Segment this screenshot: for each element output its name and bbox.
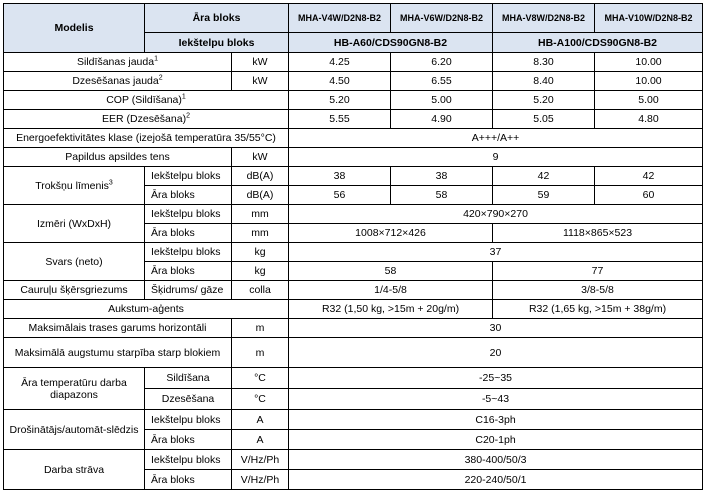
row-label: Darba strāva [4,450,145,490]
value-cell: 20 [289,338,703,368]
outdoor-model: MHA-V6W/D2N8-B2 [391,4,493,33]
value-cell: 37 [289,243,703,262]
unit-cell: kW [232,148,289,167]
unit-cell: V/Hz/Ph [232,470,289,490]
table-row [4,368,703,389]
unit-cell: °C [232,389,289,410]
value-cell: 42 [595,167,703,186]
header-iekstelpu-bloks: Iekštelpu bloks [145,33,289,53]
unit-cell: kg [232,243,289,262]
value-cell: 4.50 [289,72,391,91]
unit-cell: V/Hz/Ph [232,450,289,470]
sub-label: Sildīšana [145,368,232,389]
unit-cell: kW [232,53,289,72]
value-cell: 77 [493,262,703,281]
table-row [4,91,703,110]
value-cell: 5.20 [493,91,595,110]
value-cell: 59 [493,186,595,205]
value-cell: 10.00 [595,53,703,72]
value-cell: 4.80 [595,110,703,129]
table-row [4,72,703,91]
row-label: Papildus apsildes tens [4,148,232,167]
sub-label: Āra bloks [145,430,232,450]
header-modelis: Modelis [4,4,145,53]
sub-label: Iekštelpu bloks [145,410,232,430]
value-cell: 6.55 [391,72,493,91]
specification-table [3,3,703,490]
row-label: COP (Sildīšana)$^1$ [4,91,289,110]
row-label: EER (Dzesēšana)$^2$ [4,110,289,129]
row-label: Aukstum-aģents [4,300,289,319]
unit-cell: °C [232,368,289,389]
sub-label: Šķidrums/ gāze [145,281,232,300]
value-cell: 38 [391,167,493,186]
row-label: Energoefektivitātes klase (izejošā temperatūra 35/55°C) [4,129,289,148]
value-cell: 30 [289,319,703,338]
table-row [4,110,703,129]
value-cell: C20-1ph [289,430,703,450]
unit-cell: A [232,410,289,430]
value-cell: 5.05 [493,110,595,129]
table-row [4,410,703,430]
table-row [4,167,703,186]
value-cell: 5.00 [595,91,703,110]
row-label: Maksimālais trases garums horizontāli [4,319,232,338]
row-label: Dzesēšanas jauda$^2$ [4,72,232,91]
table-row [4,450,703,470]
sub-label: Iekštelpu bloks [145,450,232,470]
value-cell: 4.25 [289,53,391,72]
value-cell: 38 [289,167,391,186]
sub-label: Āra bloks [145,224,232,243]
table-row [4,129,703,148]
row-label: Drošinātājs/automāt-slēdzis [4,410,145,450]
value-cell: 5.20 [289,91,391,110]
indoor-model: HB-A100/CDS90GN8-B2 [493,33,703,53]
sub-label: Iekštelpu bloks [145,205,232,224]
value-cell: 42 [493,167,595,186]
indoor-model: HB-A60/CDS90GN8-B2 [289,33,493,53]
value-cell: R32 (1,50 kg, >15m + 20g/m) [289,300,493,319]
value-cell: 60 [595,186,703,205]
unit-cell: mm [232,224,289,243]
value-cell: C16-3ph [289,410,703,430]
value-cell: 56 [289,186,391,205]
table-row [4,281,703,300]
table-row [4,319,703,338]
table-row [4,148,703,167]
value-cell: -25~35 [289,368,703,389]
value-cell: 1/4-5/8 [289,281,493,300]
row-label: Izmēri (WxDxH) [4,205,145,243]
table-row [4,53,703,72]
value-cell: 8.30 [493,53,595,72]
value-cell: 5.00 [391,91,493,110]
outdoor-model: MHA-V8W/D2N8-B2 [493,4,595,33]
value-cell: 4.90 [391,110,493,129]
value-cell: 6.20 [391,53,493,72]
unit-cell: dB(A) [232,167,289,186]
value-cell: 420×790×270 [289,205,703,224]
table-row [4,300,703,319]
row-label: Svars (neto) [4,243,145,281]
outdoor-model: MHA-V4W/D2N8-B2 [289,4,391,33]
unit-cell: mm [232,205,289,224]
unit-cell: kW [232,72,289,91]
value-cell: 58 [289,262,493,281]
value-cell: A+++/A++ [289,129,703,148]
table-row [4,338,703,368]
row-label: Maksimālā augstumu starpība starp blokiem [4,338,232,368]
value-cell: 5.55 [289,110,391,129]
sub-label: Āra bloks [145,186,232,205]
value-cell: R32 (1,65 kg, >15m + 38g/m) [493,300,703,319]
value-cell: 9 [289,148,703,167]
value-cell: 1008×712×426 [289,224,493,243]
outdoor-model: MHA-V10W/D2N8-B2 [595,4,703,33]
unit-cell: A [232,430,289,450]
unit-cell: kg [232,262,289,281]
sub-label: Āra bloks [145,262,232,281]
unit-cell: m [232,338,289,368]
value-cell: 380-400/50/3 [289,450,703,470]
unit-cell: m [232,319,289,338]
unit-cell: colla [232,281,289,300]
value-cell: 1118×865×523 [493,224,703,243]
row-label: Āra temperatūru darba diapazons [4,368,145,410]
header-ara-bloks: Āra bloks [145,4,289,33]
value-cell: 10.00 [595,72,703,91]
unit-cell: dB(A) [232,186,289,205]
value-cell: 8.40 [493,72,595,91]
table-row [4,243,703,262]
value-cell: 3/8-5/8 [493,281,703,300]
sub-label: Iekštelpu bloks [145,167,232,186]
table-row [4,205,703,224]
sub-label: Āra bloks [145,470,232,490]
value-cell: -5~43 [289,389,703,410]
value-cell: 58 [391,186,493,205]
sub-label: Iekštelpu bloks [145,243,232,262]
value-cell: 220-240/50/1 [289,470,703,490]
row-label: Sildīšanas jauda$^1$ [4,53,232,72]
row-label: Cauruļu šķērsgriezums [4,281,145,300]
sub-label: Dzesēšana [145,389,232,410]
row-label: Trokšņu līmenis$^3$ [4,167,145,205]
